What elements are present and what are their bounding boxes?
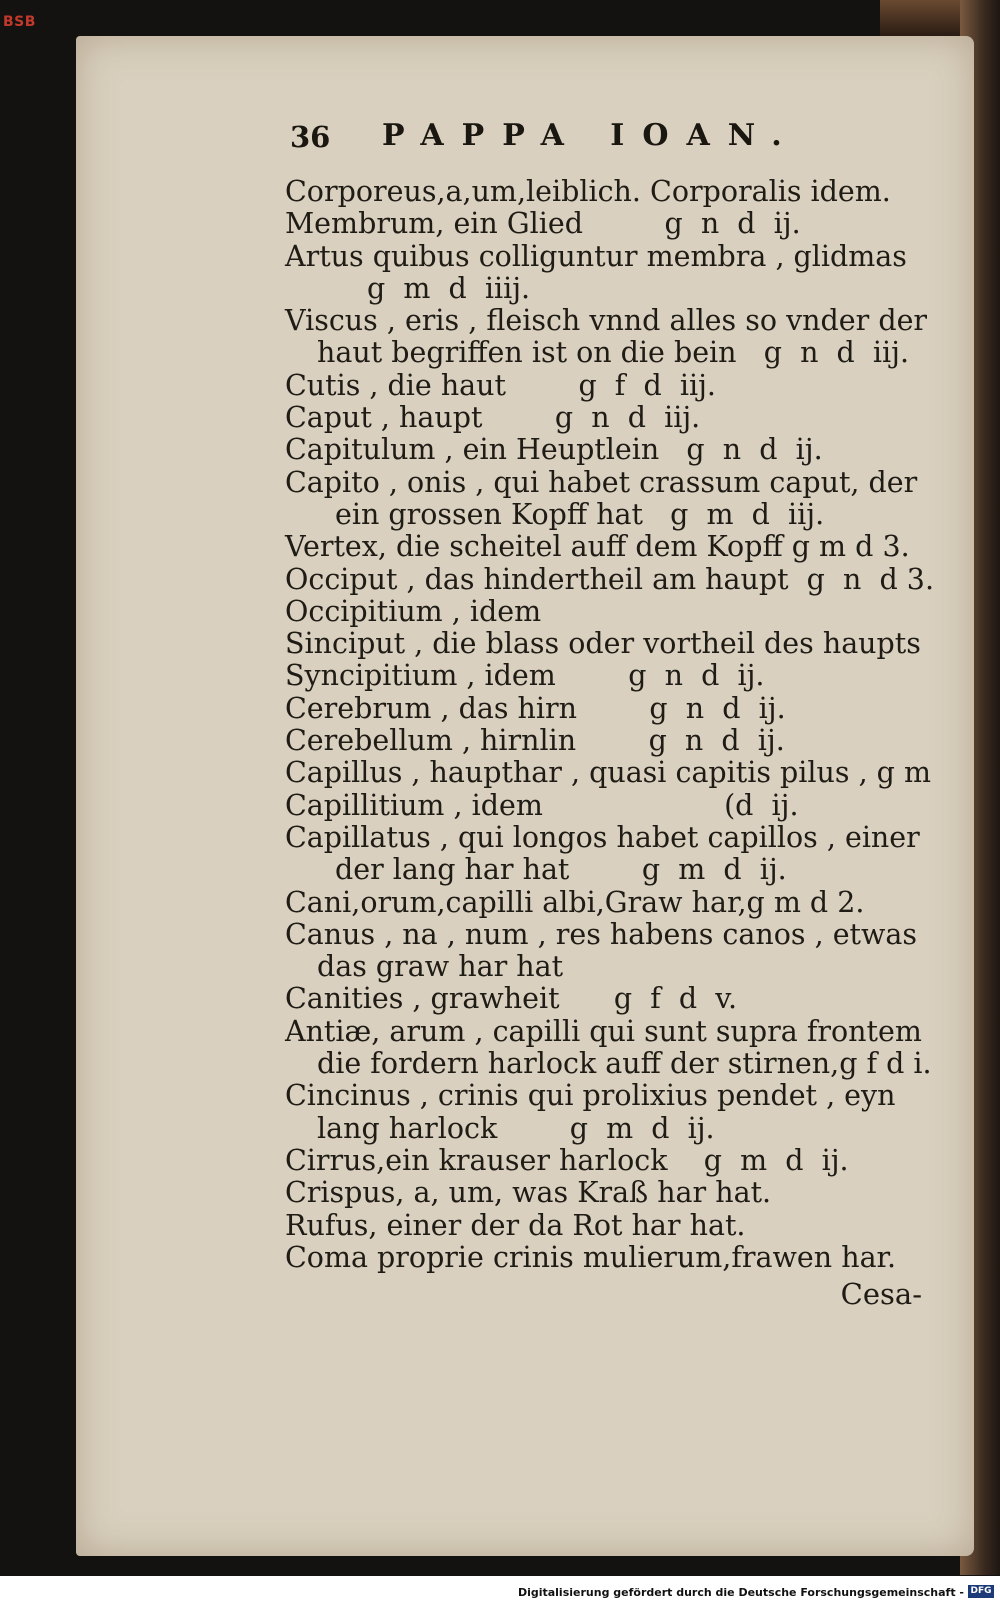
text-line: Sinciput , die blass oder vortheil des haupts (285, 627, 921, 661)
text-line: Canus , na , num , res habens canos , etwas (285, 917, 918, 951)
text-block (285, 175, 935, 1274)
text-line: Membrum, ein Glied g n d ij. (285, 207, 801, 241)
text-line: Cerebellum , hirnlin g n d ij. (285, 724, 785, 758)
text-line: Occiput , das hindertheil am haupt g n d 3. (285, 562, 935, 596)
text-line: Capito , onis , qui habet crassum caput, der (285, 465, 918, 499)
text-line: Syncipitium , idem g n d ij. (285, 659, 765, 693)
dfg-logo: DFG (968, 1585, 994, 1598)
text-line: lang harlock g m d ij. (317, 1111, 715, 1145)
text-line: Coma proprie crinis mulierum,frawen har. (285, 1240, 897, 1274)
text-line: Cerebrum , das hirn g n d ij. (285, 691, 786, 725)
text-line: Antiæ, arum , capilli qui sunt supra frontem (285, 1014, 922, 1048)
text-line: Rufus, einer der da Rot har hat. (285, 1208, 746, 1242)
text-line: Occipitium , idem (285, 594, 542, 628)
page-header (290, 118, 850, 162)
text-line: g m d iiij. (367, 271, 531, 305)
folio-number: 36 (290, 120, 331, 154)
text-line: Capitulum , ein Heuptlein g n d ij. (285, 433, 823, 467)
text-line: Canities , grawheit g f d v. (285, 982, 738, 1016)
text-line: Capillatus , qui longos habet capillos , einer (285, 820, 920, 854)
text-line: ein grossen Kopff hat g m d iij. (335, 497, 825, 531)
text-line: das graw har hat (317, 950, 564, 984)
footer-credit: Digitalisierung gefördert durch die Deutsche Forschungsgemeinschaft - (517, 1586, 964, 1599)
text-line: Artus quibus colliguntur membra , glidmas (285, 239, 907, 273)
text-line: Vertex, die scheitel auff dem Kopff g m d 3. (285, 530, 910, 564)
text-line: Cincinus , crinis qui prolixius pendet , eyn (285, 1079, 896, 1113)
text-line: Viscus , eris , fleisch vnnd alles so vnder der (285, 304, 928, 338)
running-title: PAPPA IOAN. (382, 118, 800, 153)
text-line: Cani,orum,capilli albi,Graw har,g m d 2. (285, 885, 865, 919)
library-mark: BSB (3, 14, 36, 30)
text-line: Cirrus,ein krauser harlock g m d ij. (285, 1143, 849, 1177)
text-line: Crispus, a, um, was Kraß har hat. (285, 1176, 772, 1210)
text-line: die fordern harlock auff der stirnen,g f d i. (317, 1047, 932, 1081)
text-line: Capillitium , idem (d ij. (285, 788, 799, 822)
text-line: der lang har hat g m d ij. (335, 853, 787, 887)
text-line: Caput , haupt g n d iij. (285, 401, 701, 435)
text-line: Capillus , haupthar , quasi capitis pilus , g m (285, 756, 932, 790)
text-line: haut begriffen ist on die bein g n d iij. (317, 336, 910, 370)
catchword: Cesa- (840, 1277, 922, 1311)
text-line: Cutis , die haut g f d iij. (285, 368, 716, 402)
text-line: Corporeus,a,um,leiblich. Corporalis idem. (285, 175, 891, 208)
